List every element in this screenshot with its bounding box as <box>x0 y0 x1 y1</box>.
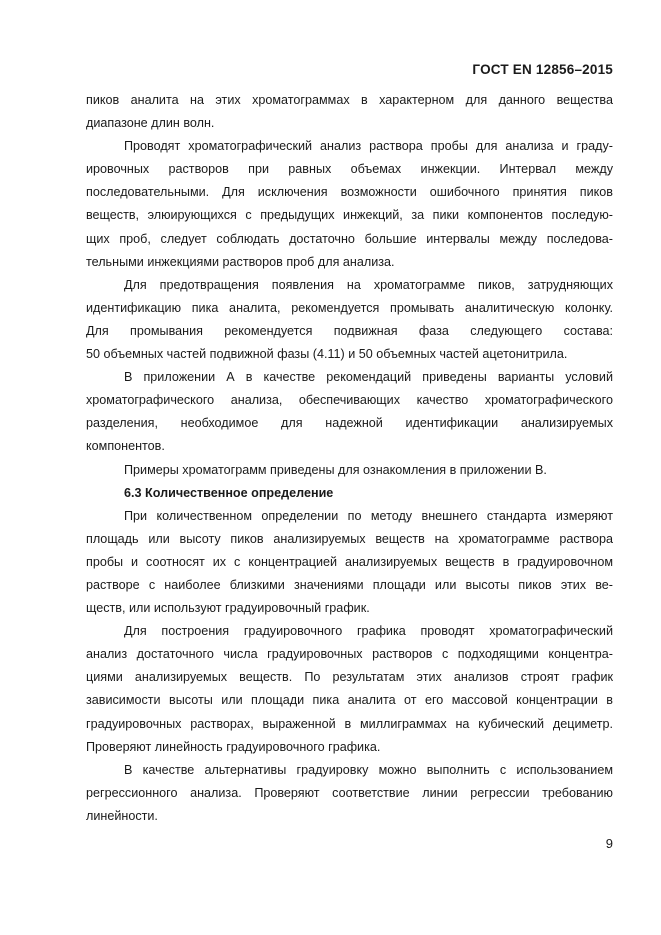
text-line: компонентов. <box>86 439 165 454</box>
text-line: растворе с наиболее близкими значениями площади или высоты пиков этих ве- <box>86 577 613 592</box>
paragraph <box>86 505 613 620</box>
text-line: регрессионного анализа. Проверяют соответствие линии регрессии требованию <box>86 785 613 800</box>
text-line: веществ, элюирующихся с предыдущих инжекций, за пики компонентов последую- <box>86 208 613 223</box>
text-line: При количественном определении по методу внешнего стандарта измеряют <box>124 508 613 523</box>
text-line: тельными инжекциями растворов проб для анализа. <box>86 254 395 269</box>
text-line: Примеры хроматограмм приведены для ознакомления в приложении В. <box>124 462 547 477</box>
text-line: циями анализируемых веществ. По результатам этих анализов строят график <box>86 670 613 685</box>
text-line: пробы и соотносят их с концентрацией анализируемых веществ в градуировочном <box>86 554 613 569</box>
text-line: хроматографического анализа, обеспечивающих качество хроматографического <box>86 393 613 408</box>
standard-code: ГОСТ EN 12856–2015 <box>472 62 613 77</box>
text-line: Проверяют линейность градуировочного графика. <box>86 739 381 754</box>
text-line: разделения, необходимое для надежной идентификации анализируемых <box>86 416 613 431</box>
paragraph <box>86 135 613 274</box>
text-line: пиков аналита на этих хроматограммах в характерном для данного вещества <box>86 93 613 107</box>
text-line: последовательными. Для исключения возможности ошибочного принятия пиков <box>86 185 613 200</box>
text-line: В приложении А в качестве рекомендаций приведены варианты условий <box>124 370 613 385</box>
paragraph <box>86 366 613 458</box>
text-line: 50 объемных частей подвижной фазы (4.11) и 50 объемных частей ацетонитрила. <box>86 347 568 362</box>
section-heading: 6.3 Количественное определение <box>124 485 334 500</box>
document-body <box>86 89 613 828</box>
paragraph <box>86 759 613 828</box>
text-line: В качестве альтернативы градуировку можно выполнить с использованием <box>124 762 613 777</box>
text-line: зависимости высоты или площади пика аналита от его массовой концентрации в <box>86 693 613 708</box>
text-line: идентификацию пика аналита, рекомендуется промывать аналитическую колонку. <box>86 300 613 315</box>
text-line: диапазоне длин волн. <box>86 116 215 131</box>
page-number: 9 <box>605 836 613 851</box>
paragraph <box>86 89 613 135</box>
text-line: линейности. <box>86 808 158 823</box>
text-line: щих проб, следует соблюдать достаточно большие интервалы между последова- <box>86 231 613 246</box>
text-line: Для промывания рекомендуется подвижная фаза следующего состава: <box>86 323 613 338</box>
text-line: градуировочных растворах, выраженной в миллиграммах на кубический дециметр. <box>86 716 613 731</box>
text-line: ировочных растворов при равных объемах инжекции. Интервал между <box>86 162 613 177</box>
paragraph <box>86 620 613 759</box>
paragraph <box>86 459 613 482</box>
text-line: ществ, или используют градуировочный график. <box>86 601 370 616</box>
text-line: площадь или высоту пиков анализируемых веществ на хроматограмме раствора <box>86 531 613 546</box>
text-line: Для предотвращения появления на хроматограмме пиков, затрудняющих <box>124 277 613 292</box>
text-line: Для построения градуировочного графика проводят хроматографический <box>124 624 613 639</box>
text-line: Проводят хроматографический анализ раствора пробы для анализа и граду- <box>124 139 613 154</box>
text-line: анализ достаточного числа градуировочных растворов с подходящими концентра- <box>86 647 613 662</box>
paragraph <box>86 274 613 366</box>
